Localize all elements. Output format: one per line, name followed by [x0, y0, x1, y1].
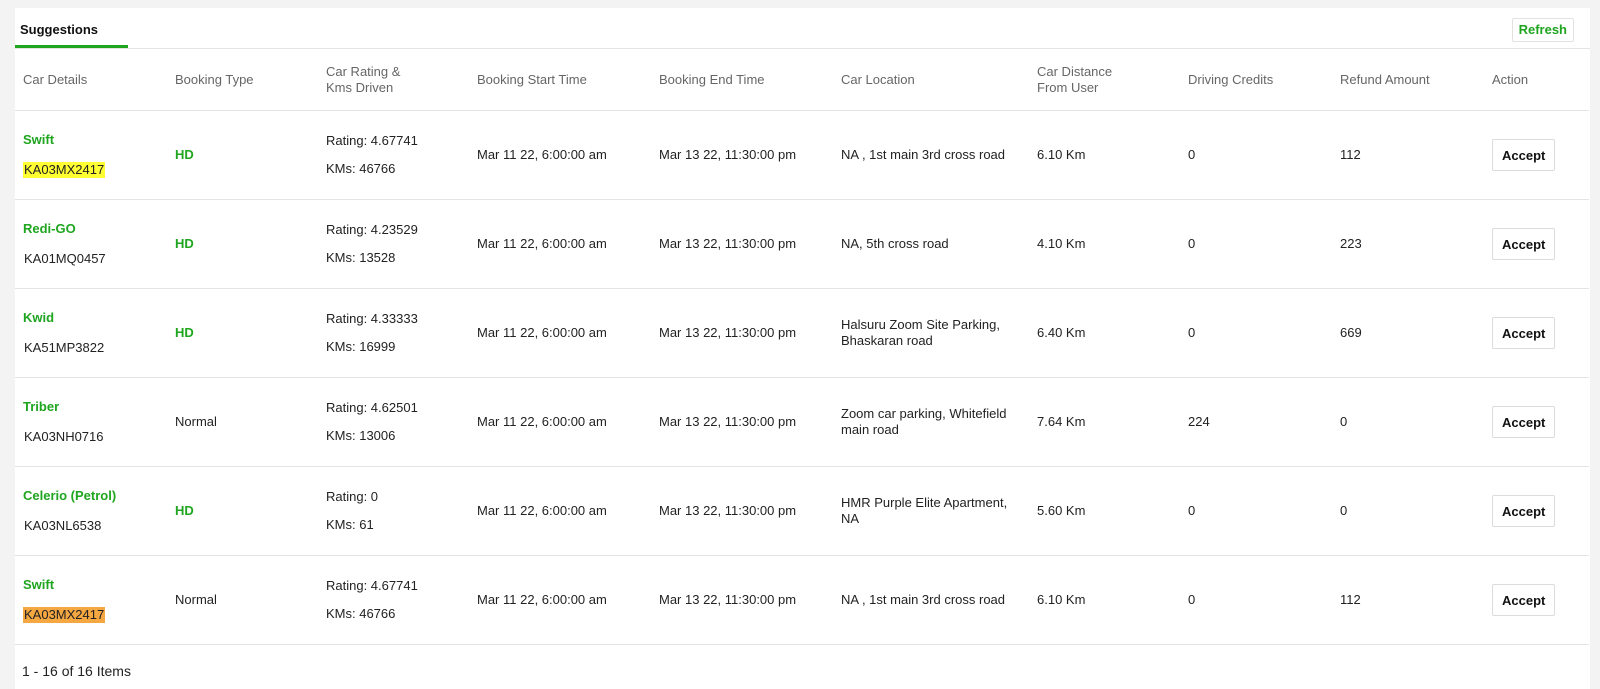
cell-credits: 0 — [1180, 111, 1332, 200]
cell-action — [1484, 289, 1589, 378]
car-rating: Rating: 0 — [326, 489, 379, 504]
cell-start-time: Mar 11 22, 6:00:00 am — [469, 378, 651, 467]
table-row — [15, 556, 1589, 645]
header-end-time: Booking End Time — [651, 49, 833, 111]
car-plate: KA03MX2417 — [24, 607, 105, 622]
header-car-rating — [318, 49, 469, 111]
cell-car-details — [15, 378, 167, 467]
cell-rating — [318, 111, 469, 200]
location-line1: HMR Purple Elite Apartment, — [841, 495, 1008, 510]
location-line1: Halsuru Zoom Site Parking, — [841, 317, 1000, 332]
cell-end-time: Mar 13 22, 11:30:00 pm — [651, 378, 833, 467]
cell-refund: 112 — [1332, 111, 1484, 200]
location-line1: NA, 5th cross road — [841, 236, 949, 251]
table-body — [15, 111, 1589, 645]
cell-rating — [318, 556, 469, 645]
car-kms: KMs: 13528 — [326, 250, 396, 265]
cell-rating — [318, 467, 469, 556]
accept-button[interactable]: Accept — [1492, 139, 1555, 171]
cell-location — [833, 467, 1029, 556]
car-kms: KMs: 61 — [326, 517, 374, 532]
accept-button[interactable]: Accept — [1492, 495, 1555, 527]
car-name-link[interactable]: Triber — [23, 399, 60, 414]
cell-refund: 669 — [1332, 289, 1484, 378]
header-start-time: Booking Start Time — [469, 49, 651, 111]
location-line2: Bhaskaran road — [841, 333, 933, 348]
cell-credits: 0 — [1180, 289, 1332, 378]
location-line1: NA , 1st main 3rd cross road — [841, 592, 1006, 607]
location-line2: main road — [841, 422, 899, 437]
booking-type-label: HD — [175, 325, 194, 340]
cell-start-time: Mar 11 22, 6:00:00 am — [469, 556, 651, 645]
cell-car-details — [15, 467, 167, 556]
cell-location — [833, 200, 1029, 289]
suggestions-panel — [15, 8, 1590, 689]
location-line1: Zoom car parking, Whitefield — [841, 406, 1007, 421]
tab-suggestions[interactable]: Suggestions — [15, 8, 128, 48]
cell-action — [1484, 467, 1589, 556]
cell-location — [833, 111, 1029, 200]
header-location: Car Location — [833, 49, 1029, 111]
cell-credits: 224 — [1180, 378, 1332, 467]
table-row — [15, 111, 1589, 200]
car-rating: Rating: 4.23529 — [326, 222, 418, 237]
cell-start-time: Mar 11 22, 6:00:00 am — [469, 111, 651, 200]
cell-car-details — [15, 556, 167, 645]
cell-refund: 223 — [1332, 200, 1484, 289]
cell-booking-type — [167, 289, 318, 378]
cell-booking-type — [167, 556, 318, 645]
header-action: Action — [1484, 49, 1589, 111]
car-name-link[interactable]: Kwid — [23, 310, 55, 325]
cell-booking-type — [167, 200, 318, 289]
booking-type-label: HD — [175, 236, 194, 251]
cell-location — [833, 556, 1029, 645]
table-row — [15, 200, 1589, 289]
cell-car-details — [15, 200, 167, 289]
accept-button[interactable]: Accept — [1492, 584, 1555, 616]
cell-booking-type — [167, 378, 318, 467]
cell-credits: 0 — [1180, 200, 1332, 289]
cell-location — [833, 378, 1029, 467]
tab-bar — [15, 8, 1590, 49]
cell-start-time: Mar 11 22, 6:00:00 am — [469, 467, 651, 556]
car-plate: KA51MP3822 — [24, 340, 105, 355]
header-refund: Refund Amount — [1332, 49, 1484, 111]
booking-type-label: HD — [175, 147, 194, 162]
car-name-link[interactable]: Swift — [23, 577, 55, 592]
header-car-rating-line2: Kms Driven — [326, 79, 394, 95]
header-car-details: Car Details — [15, 49, 167, 111]
car-name-link[interactable]: Redi-GO — [23, 221, 76, 236]
suggestions-table — [15, 49, 1589, 645]
cell-car-details — [15, 289, 167, 378]
cell-refund: 0 — [1332, 467, 1484, 556]
location-line1: NA , 1st main 3rd cross road — [841, 147, 1006, 162]
car-rating: Rating: 4.67741 — [326, 133, 418, 148]
cell-location — [833, 289, 1029, 378]
car-plate: KA01MQ0457 — [24, 251, 106, 266]
accept-button[interactable]: Accept — [1492, 317, 1555, 349]
car-kms: KMs: 46766 — [326, 161, 396, 176]
car-plate: KA03NH0716 — [24, 429, 104, 444]
header-car-rating-line1: Car Rating & — [326, 63, 401, 79]
table-row — [15, 289, 1589, 378]
cell-action — [1484, 111, 1589, 200]
header-distance — [1029, 49, 1180, 111]
cell-start-time: Mar 11 22, 6:00:00 am — [469, 200, 651, 289]
cell-distance: 7.64 Km — [1029, 378, 1180, 467]
booking-type-label: Normal — [175, 414, 217, 429]
pagination-summary: 1 - 16 of 16 Items — [22, 663, 131, 679]
car-name-link[interactable]: Swift — [23, 132, 55, 147]
cell-end-time: Mar 13 22, 11:30:00 pm — [651, 556, 833, 645]
cell-end-time: Mar 13 22, 11:30:00 pm — [651, 289, 833, 378]
cell-credits: 0 — [1180, 556, 1332, 645]
cell-distance: 4.10 Km — [1029, 200, 1180, 289]
car-kms: KMs: 13006 — [326, 428, 396, 443]
table-row — [15, 467, 1589, 556]
cell-refund: 112 — [1332, 556, 1484, 645]
cell-end-time: Mar 13 22, 11:30:00 pm — [651, 111, 833, 200]
cell-rating — [318, 289, 469, 378]
cell-start-time: Mar 11 22, 6:00:00 am — [469, 289, 651, 378]
header-distance-line1: Car Distance — [1037, 63, 1113, 79]
location-line2: NA — [841, 511, 860, 526]
cell-action — [1484, 200, 1589, 289]
cell-end-time: Mar 13 22, 11:30:00 pm — [651, 200, 833, 289]
header-credits: Driving Credits — [1180, 49, 1332, 111]
car-plate: KA03NL6538 — [24, 518, 102, 533]
cell-credits: 0 — [1180, 467, 1332, 556]
car-kms: KMs: 16999 — [326, 339, 396, 354]
cell-booking-type — [167, 111, 318, 200]
car-rating: Rating: 4.33333 — [326, 311, 418, 326]
refresh-button[interactable]: Refresh — [1512, 18, 1574, 42]
car-kms: KMs: 46766 — [326, 606, 396, 621]
cell-end-time: Mar 13 22, 11:30:00 pm — [651, 467, 833, 556]
table-header-row — [15, 49, 1589, 111]
cell-refund: 0 — [1332, 378, 1484, 467]
cell-action — [1484, 378, 1589, 467]
cell-action — [1484, 556, 1589, 645]
cell-distance: 6.10 Km — [1029, 111, 1180, 200]
cell-distance: 6.10 Km — [1029, 556, 1180, 645]
table-row — [15, 378, 1589, 467]
cell-distance: 5.60 Km — [1029, 467, 1180, 556]
header-booking-type: Booking Type — [167, 49, 318, 111]
car-rating: Rating: 4.67741 — [326, 578, 418, 593]
cell-booking-type — [167, 467, 318, 556]
cell-rating — [318, 200, 469, 289]
header-distance-line2: From User — [1037, 79, 1099, 95]
accept-button[interactable]: Accept — [1492, 228, 1555, 260]
car-rating: Rating: 4.62501 — [326, 400, 418, 415]
cell-distance: 6.40 Km — [1029, 289, 1180, 378]
accept-button[interactable]: Accept — [1492, 406, 1555, 438]
cell-car-details — [15, 111, 167, 200]
car-name-link[interactable]: Celerio (Petrol) — [23, 488, 117, 503]
booking-type-label: Normal — [175, 592, 217, 607]
car-plate: KA03MX2417 — [24, 162, 105, 177]
cell-rating — [318, 378, 469, 467]
booking-type-label: HD — [175, 503, 194, 518]
